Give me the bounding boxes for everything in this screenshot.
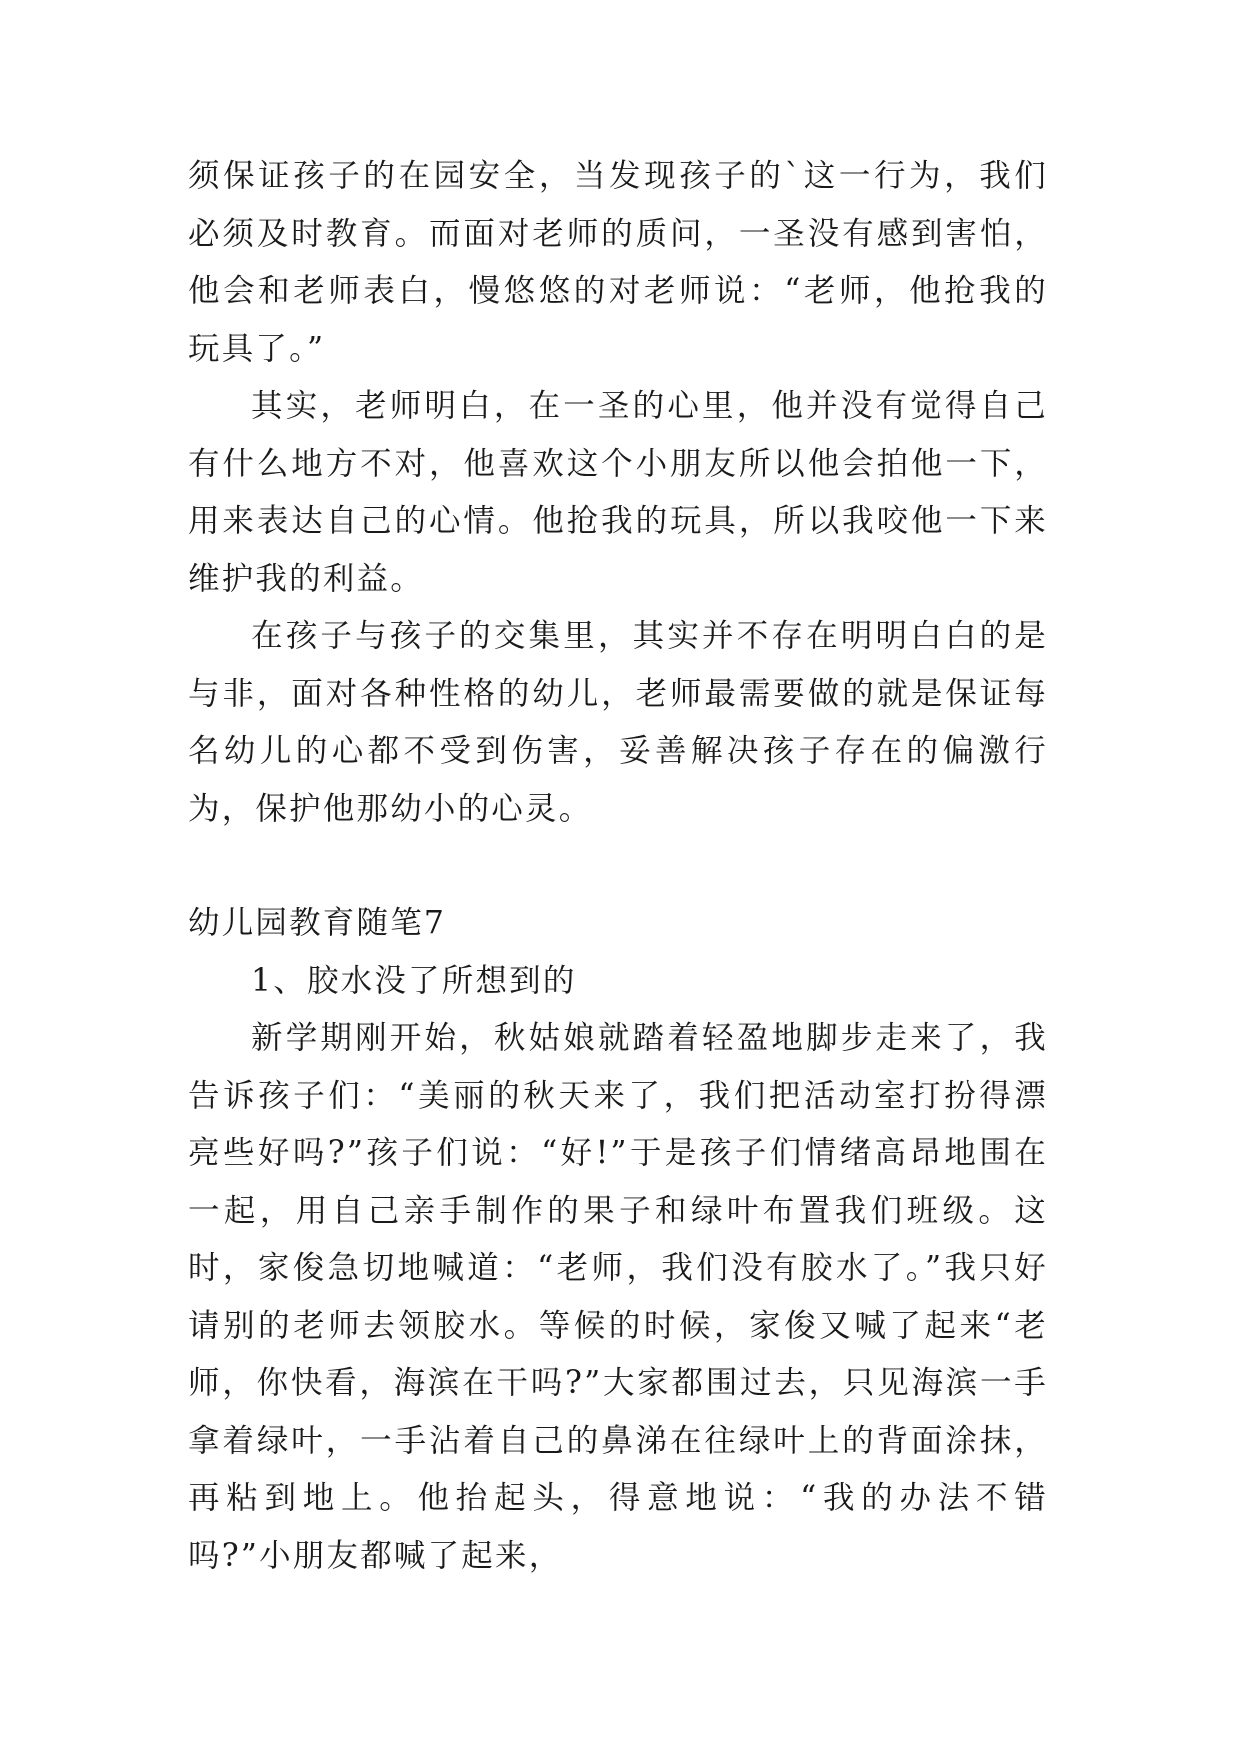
paragraph-continued: 须保证孩子的在园安全，当发现孩子的`这一行为，我们必须及时教育。而面对老师的质问，一圣没有感到害怕，他会和老师表白，慢悠悠的对老师说：“老师，他抢我的玩具了。” bbox=[188, 158, 1048, 367]
paragraph-story: 新学期刚开始，秋姑娘就踏着轻盈地脚步走来了，我告诉孩子们：“美丽的秋天来了，我们把活动室打扮得漂亮些好吗?”孩子们说：“好!”于是孩子们情绪高昂地围在一起，用自己亲手制作的果子和绿叶布置我们班级。这时，家俊急切地喊道：“老师，我们没有胶水了。”我只好请别的老师去领胶水。等候的时候，家俊又喊了起来“老师，你快看，海滨在干吗?”大家都围过去，只见海滨一手拿着绿叶，一手沾着自己的鼻涕在往绿叶上的背面涂抹，再粘到地上。他抬起头，得意地说：“我的办法不错吗?”小朋友都喊了起来， bbox=[188, 1020, 1048, 1574]
document-body bbox=[188, 148, 1048, 1585]
subheading: 1、胶水没了所想到的 bbox=[251, 962, 577, 999]
section-title: 幼儿园教育随笔7 bbox=[188, 905, 447, 941]
paragraph-reflection: 其实，老师明白，在一圣的心里，他并没有觉得自己有什么地方不对，他喜欢这个小朋友所以他会拍他一下，用来表达自己的心情。他抢我的玩具，所以我咬他一下来维护我的利益。 bbox=[188, 388, 1048, 597]
paragraph-conclusion: 在孩子与孩子的交集里，其实并不存在明明白白的是与非，面对各种性格的幼儿，老师最需要做的就是保证每名幼儿的心都不受到伤害，妥善解决孩子存在的偏激行为，保护他那幼小的心灵。 bbox=[188, 618, 1048, 827]
